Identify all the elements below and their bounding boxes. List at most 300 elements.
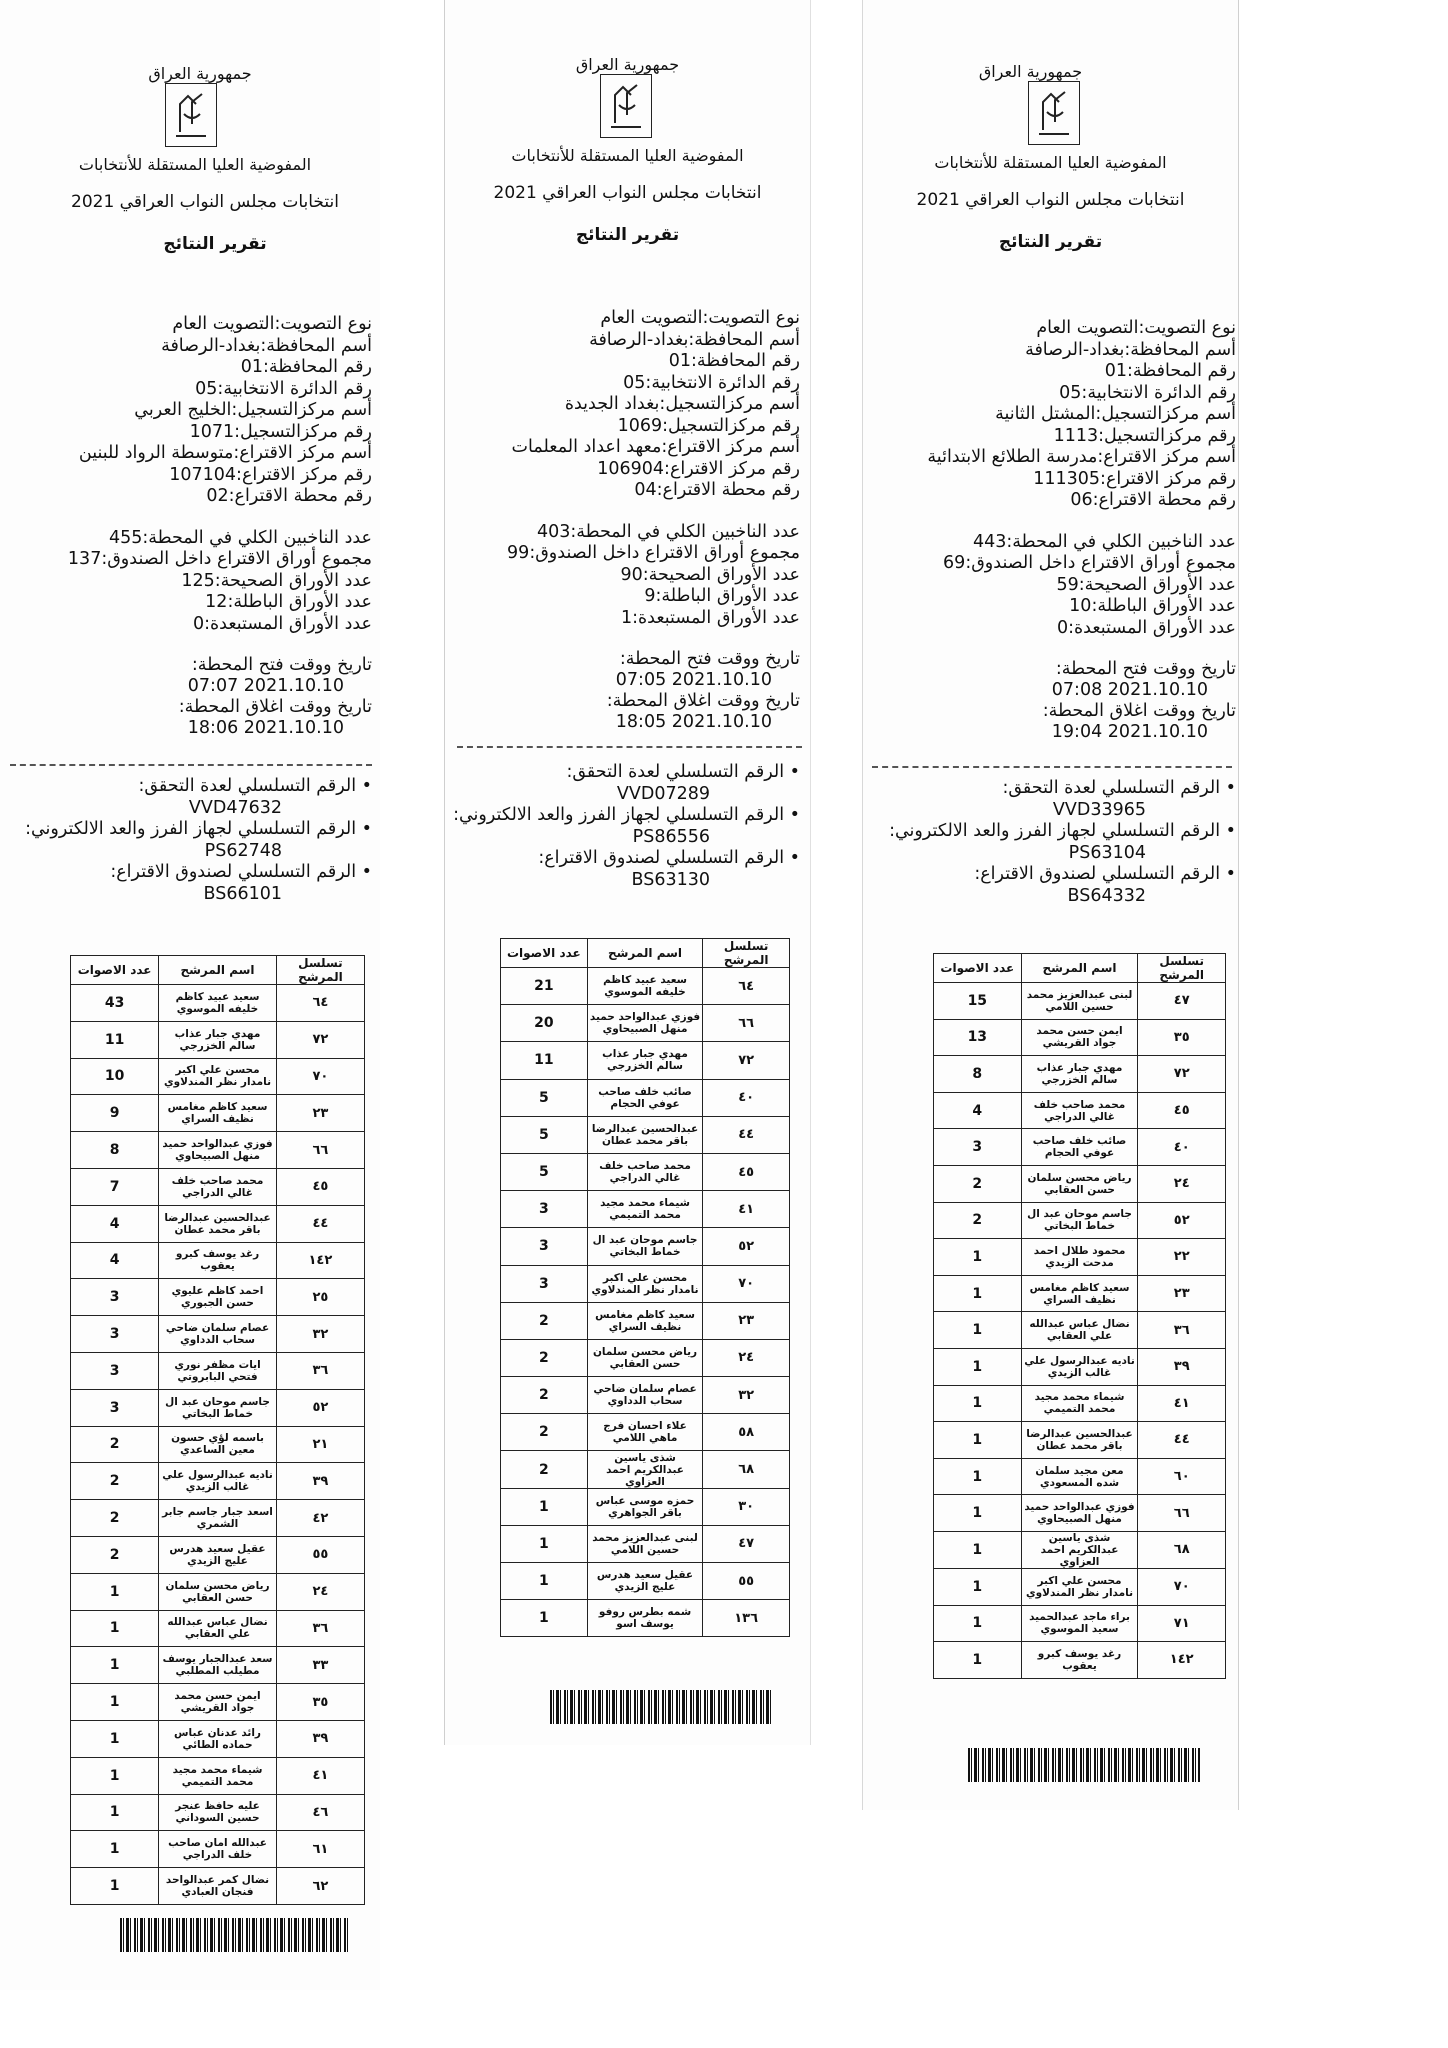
candidate-row bbox=[71, 1831, 365, 1868]
candidate-seq: ٤٤ bbox=[703, 1116, 790, 1153]
open-time-value: 2021.10.10 07:05 bbox=[615, 670, 772, 690]
verif-label: • الرقم التسلسلي لعدة التحقق: bbox=[1002, 778, 1236, 798]
candidate-row bbox=[71, 1095, 365, 1132]
candidate-seq: ٢٣ bbox=[276, 1095, 364, 1132]
count-line: مجموع أوراق الاقتراع داخل الصندوق:137 bbox=[67, 549, 372, 569]
candidate-seq: ٣٦ bbox=[276, 1610, 364, 1647]
col-votes-header: عدد الاصوات bbox=[501, 939, 588, 968]
candidate-votes: 4 bbox=[71, 1205, 159, 1242]
candidate-seq: ٣٩ bbox=[276, 1720, 364, 1757]
candidate-seq: ٣٦ bbox=[276, 1352, 364, 1389]
candidate-seq: ٢٤ bbox=[276, 1573, 364, 1610]
candidate-name: صائب خلف صاحب عوفي الحجام bbox=[587, 1079, 703, 1116]
candidate-votes: 3 bbox=[501, 1265, 588, 1302]
candidate-row bbox=[71, 1463, 365, 1500]
close-time-label: تاريخ ووقت اغلاق المحطة: bbox=[1042, 701, 1236, 721]
candidate-seq: ٢٤ bbox=[1138, 1165, 1226, 1202]
candidate-name: مهدي جبار عذاب سالم الخزرجي bbox=[1021, 1056, 1138, 1093]
candidate-name: عصام سلمان ضاحي سحاب الدداوي bbox=[587, 1377, 703, 1414]
info-line: رقم مركزالتسجيل:1069 bbox=[617, 415, 800, 436]
ballot-counts bbox=[445, 522, 800, 630]
candidate-votes: 2 bbox=[71, 1426, 159, 1463]
candidate-votes: 1 bbox=[934, 1495, 1022, 1532]
candidate-seq: ٢٢ bbox=[1138, 1239, 1226, 1276]
candidate-votes: 1 bbox=[71, 1868, 159, 1905]
candidate-name: ناديه عبدالرسول علي غالب الزيدي bbox=[159, 1463, 277, 1500]
box-value: BS66101 bbox=[203, 883, 282, 904]
candidate-votes: 1 bbox=[71, 1684, 159, 1721]
info-line: أسم مركز الاقتراع:متوسطة الرواد للبنين bbox=[78, 443, 372, 463]
candidate-row bbox=[71, 985, 365, 1022]
candidate-seq: ٦٠ bbox=[1138, 1458, 1226, 1495]
barcode bbox=[120, 1918, 350, 1952]
results-table bbox=[500, 938, 790, 1637]
candidate-name: لبنى عبدالعزيز محمد حسين اللامي bbox=[1021, 983, 1138, 1020]
candidate-row bbox=[71, 1132, 365, 1169]
candidate-name: شيماء محمد مجيد محمد التميمي bbox=[587, 1191, 703, 1228]
candidate-name: شذى ياسين عبدالكريم احمد العزاوي bbox=[1021, 1531, 1138, 1568]
candidate-row bbox=[934, 1495, 1226, 1532]
info-line: أسم مركز الاقتراع:معهد اعداد المعلمات bbox=[511, 437, 800, 457]
candidate-row bbox=[934, 1422, 1226, 1459]
candidate-votes: 20 bbox=[501, 1005, 588, 1042]
candidate-seq: ٤٤ bbox=[276, 1205, 364, 1242]
info-line: نوع التصويت:التصويت العام bbox=[1036, 318, 1236, 338]
candidate-votes: 1 bbox=[934, 1312, 1022, 1349]
candidate-seq: ٤٠ bbox=[1138, 1129, 1226, 1166]
ballot-counts bbox=[864, 532, 1236, 640]
candidate-row bbox=[71, 1389, 365, 1426]
candidate-row bbox=[934, 1239, 1226, 1276]
info-line: رقم المحافظة:01 bbox=[668, 351, 800, 371]
candidate-votes: 2 bbox=[71, 1536, 159, 1573]
close-time-value: 2021.10.10 18:06 bbox=[187, 718, 344, 738]
candidate-seq: ٢٣ bbox=[1138, 1275, 1226, 1312]
candidate-votes: 1 bbox=[934, 1531, 1022, 1568]
candidate-votes: 11 bbox=[71, 1021, 159, 1058]
candidate-row bbox=[71, 1279, 365, 1316]
receipt-3 bbox=[862, 0, 1239, 1810]
info-line: رقم مركز الاقتراع:107104 bbox=[169, 464, 372, 485]
candidate-seq: ٤٦ bbox=[276, 1794, 364, 1831]
candidate-row bbox=[501, 1339, 790, 1376]
candidate-seq: ٤١ bbox=[276, 1757, 364, 1794]
info-line: أسم مركزالتسجيل:المشتل الثانية bbox=[995, 404, 1236, 424]
close-time-label: تاريخ ووقت اغلاق المحطة: bbox=[178, 697, 372, 717]
commission-name: المفوضية العليا المستقلة للأنتخابات bbox=[934, 153, 1167, 172]
candidate-votes: 3 bbox=[71, 1279, 159, 1316]
info-line: أسم مركزالتسجيل:الخليج العربي bbox=[134, 400, 372, 420]
candidate-votes: 3 bbox=[501, 1191, 588, 1228]
candidate-name: جاسم موحان عبد ال خماط البخاتي bbox=[159, 1389, 277, 1426]
candidate-row bbox=[501, 1191, 790, 1228]
candidate-name: عقيل سعيد هدرس عليج الزيدي bbox=[159, 1536, 277, 1573]
open-time-label: تاريخ ووقت فتح المحطة: bbox=[1055, 659, 1236, 679]
info-line: رقم المحافظة:01 bbox=[240, 357, 372, 377]
count-line: عدد الأوراق المستبعدة:0 bbox=[192, 613, 372, 634]
candidate-seq: ٦٢ bbox=[276, 1868, 364, 1905]
candidate-name: مهدي جبار عذاب سالم الخزرجي bbox=[587, 1042, 703, 1079]
report-title: تقرير النتائج bbox=[163, 234, 267, 254]
candidate-name: نضال عباس عبدالله علي العقابي bbox=[1021, 1312, 1138, 1349]
candidate-votes: 10 bbox=[71, 1058, 159, 1095]
candidate-name: نضال كمر عبدالواحد فنجان العبادي bbox=[159, 1868, 277, 1905]
candidate-name: فوزي عبدالواحد حميد منهل الصبيحاوي bbox=[587, 1005, 703, 1042]
candidate-seq: ٤٧ bbox=[703, 1525, 790, 1562]
candidate-row bbox=[71, 1720, 365, 1757]
info-line: نوع التصويت:التصويت العام bbox=[172, 314, 372, 334]
candidate-votes: 5 bbox=[501, 1079, 588, 1116]
candidate-row bbox=[71, 1573, 365, 1610]
candidate-votes: 43 bbox=[71, 985, 159, 1022]
candidate-name: ايمن حسن محمد جواد القريشي bbox=[1021, 1019, 1138, 1056]
candidate-name: لبنى عبدالعزيز محمد حسين اللامي bbox=[587, 1525, 703, 1562]
candidate-seq: ٦٦ bbox=[703, 1005, 790, 1042]
candidate-row bbox=[934, 1642, 1226, 1679]
candidate-votes: 1 bbox=[71, 1647, 159, 1684]
candidate-row bbox=[71, 1316, 365, 1353]
info-line: رقم الدائرة الانتخابية:05 bbox=[623, 372, 800, 393]
candidate-row bbox=[934, 1019, 1226, 1056]
serial-numbers bbox=[864, 778, 1236, 907]
box-value: BS64332 bbox=[1067, 885, 1146, 906]
candidate-votes: 1 bbox=[501, 1563, 588, 1600]
candidate-seq: ٥٢ bbox=[1138, 1202, 1226, 1239]
candidate-name: فوزي عبدالواحد حميد منهل الصبيحاوي bbox=[1021, 1495, 1138, 1532]
results-header-row bbox=[71, 956, 365, 985]
candidate-row bbox=[71, 1058, 365, 1095]
candidate-seq: ٢١ bbox=[276, 1426, 364, 1463]
candidate-votes: 1 bbox=[934, 1348, 1022, 1385]
candidate-row bbox=[501, 1488, 790, 1525]
candidate-seq: ٣٠ bbox=[703, 1488, 790, 1525]
info-line: أسم مركز الاقتراع:مدرسة الطلائع الابتدائية bbox=[927, 447, 1236, 467]
results-table bbox=[933, 953, 1226, 1679]
candidate-seq: ٣٥ bbox=[276, 1684, 364, 1721]
candidate-votes: 2 bbox=[501, 1451, 588, 1488]
info-line: أسم المحافظة:بغداد-الرصافة bbox=[1025, 339, 1236, 360]
candidate-seq: ٧٠ bbox=[703, 1265, 790, 1302]
candidate-row bbox=[501, 1042, 790, 1079]
candidate-seq: ٤٥ bbox=[1138, 1092, 1226, 1129]
candidate-name: مهدي جبار عذاب سالم الخزرجي bbox=[159, 1021, 277, 1058]
candidate-seq: ٣٩ bbox=[1138, 1348, 1226, 1385]
candidate-name: نضال عباس عبدالله علي العقابي bbox=[159, 1610, 277, 1647]
candidate-row bbox=[71, 1352, 365, 1389]
candidate-seq: ٢٤ bbox=[703, 1339, 790, 1376]
candidate-votes: 1 bbox=[501, 1600, 588, 1637]
candidate-seq: ٤١ bbox=[1138, 1385, 1226, 1422]
candidate-seq: ٤٠ bbox=[703, 1079, 790, 1116]
candidate-row bbox=[934, 1531, 1226, 1568]
info-line: رقم المحافظة:01 bbox=[1104, 361, 1236, 381]
candidate-votes: 1 bbox=[71, 1794, 159, 1831]
col-seq-header: تسلسل المرشح bbox=[1138, 954, 1226, 983]
candidate-votes: 1 bbox=[934, 1239, 1022, 1276]
candidate-name: شيماء محمد مجيد محمد التميمي bbox=[1021, 1385, 1138, 1422]
candidate-name: محسن علي اكبر نامدار نظر المندلاوي bbox=[159, 1058, 277, 1095]
candidate-seq: ٤٢ bbox=[276, 1500, 364, 1537]
candidate-votes: 3 bbox=[71, 1352, 159, 1389]
candidate-seq: ٧٢ bbox=[1138, 1056, 1226, 1093]
candidate-name: رياض محسن سلمان حسن العقابي bbox=[1021, 1165, 1138, 1202]
candidate-name: احمد كاظم عليوي حسن الجبوري bbox=[159, 1279, 277, 1316]
count-line: عدد الناخبين الكلي في المحطة:455 bbox=[108, 527, 372, 548]
candidate-name: براء ماجد عبدالحميد سعيد الموسوي bbox=[1021, 1605, 1138, 1642]
election-title: انتخابات مجلس النواب العراقي 2021 bbox=[493, 183, 762, 203]
candidate-votes: 2 bbox=[934, 1202, 1022, 1239]
candidate-row bbox=[501, 1116, 790, 1153]
station-info bbox=[445, 308, 800, 502]
candidate-row bbox=[934, 1202, 1226, 1239]
candidate-row bbox=[934, 1129, 1226, 1166]
candidate-row bbox=[501, 1525, 790, 1562]
candidate-seq: ٥٨ bbox=[703, 1414, 790, 1451]
candidate-row bbox=[71, 1757, 365, 1794]
candidate-votes: 1 bbox=[71, 1831, 159, 1868]
candidate-votes: 1 bbox=[934, 1275, 1022, 1312]
election-title: انتخابات مجلس النواب العراقي 2021 bbox=[916, 190, 1185, 210]
candidate-name: ايمن حسن محمد جواد القريشي bbox=[159, 1684, 277, 1721]
candidate-seq: ٣٥ bbox=[1138, 1019, 1226, 1056]
info-line: رقم الدائرة الانتخابية:05 bbox=[195, 378, 372, 399]
candidate-row bbox=[501, 1005, 790, 1042]
candidate-row bbox=[71, 1684, 365, 1721]
info-line: رقم مركز الاقتراع:111305 bbox=[1033, 468, 1236, 489]
candidate-row bbox=[71, 1536, 365, 1573]
info-line: أسم المحافظة:بغداد-الرصافة bbox=[589, 329, 800, 350]
candidate-row bbox=[934, 1092, 1226, 1129]
candidate-seq: ٦١ bbox=[276, 1831, 364, 1868]
candidate-votes: 2 bbox=[501, 1302, 588, 1339]
republic-title: جمهورية العراق bbox=[575, 55, 680, 74]
candidate-votes: 1 bbox=[934, 1568, 1022, 1605]
candidate-votes: 5 bbox=[501, 1116, 588, 1153]
pcos-value: PS62748 bbox=[204, 840, 282, 861]
candidate-votes: 2 bbox=[71, 1463, 159, 1500]
candidate-seq: ٦٨ bbox=[703, 1451, 790, 1488]
candidate-votes: 15 bbox=[934, 983, 1022, 1020]
candidate-seq: ٧٢ bbox=[703, 1042, 790, 1079]
candidate-seq: ٣٩ bbox=[276, 1463, 364, 1500]
candidate-name: رياض محسن سلمان حسن العقابي bbox=[159, 1573, 277, 1610]
candidate-name: عبدالحسين عبدالرضا باقر محمد عطان bbox=[159, 1205, 277, 1242]
count-line: عدد الأوراق الصحيحة:125 bbox=[181, 570, 372, 591]
candidate-votes: 1 bbox=[501, 1488, 588, 1525]
info-line: رقم محطة الاقتراع:06 bbox=[1070, 490, 1236, 510]
ballot-counts bbox=[2, 528, 372, 636]
col-votes-header: عدد الاصوات bbox=[934, 954, 1022, 983]
col-seq-header: تسلسل المرشح bbox=[703, 939, 790, 968]
candidate-name: ناديه عبدالرسول علي غالب الزيدي bbox=[1021, 1348, 1138, 1385]
candidate-name: معن مجيد سلمان شده المسعودي bbox=[1021, 1458, 1138, 1495]
candidate-votes: 9 bbox=[71, 1095, 159, 1132]
candidate-name: ايات مظفر نوري فتحي البابروتي bbox=[159, 1352, 277, 1389]
candidate-votes: 2 bbox=[934, 1165, 1022, 1202]
candidate-seq: ٧٠ bbox=[276, 1058, 364, 1095]
count-line: عدد الناخبين الكلي في المحطة:403 bbox=[536, 521, 800, 542]
candidate-name: شذى ياسين عبدالكريم احمد العزاوي bbox=[587, 1451, 703, 1488]
count-line: مجموع أوراق الاقتراع داخل الصندوق:69 bbox=[943, 553, 1236, 573]
candidate-row bbox=[71, 1794, 365, 1831]
candidate-seq: ١٤٢ bbox=[1138, 1642, 1226, 1679]
report-title: تقرير النتائج bbox=[575, 225, 680, 245]
candidate-seq: ٢٥ bbox=[276, 1279, 364, 1316]
receipt-1 bbox=[0, 0, 380, 1990]
candidate-row bbox=[501, 1414, 790, 1451]
info-line: أسم المحافظة:بغداد-الرصافة bbox=[161, 335, 372, 356]
station-times bbox=[2, 655, 372, 739]
commission-name: المفوضية العليا المستقلة للأنتخابات bbox=[78, 155, 312, 174]
candidate-name: صائب خلف صاحب عوفي الحجام bbox=[1021, 1129, 1138, 1166]
open-time-label: تاريخ ووقت فتح المحطة: bbox=[191, 655, 372, 675]
candidate-votes: 2 bbox=[501, 1339, 588, 1376]
count-line: مجموع أوراق الاقتراع داخل الصندوق:99 bbox=[507, 543, 800, 563]
box-label: • الرقم التسلسلي لصندوق الاقتراع: bbox=[538, 848, 800, 868]
station-times bbox=[445, 649, 800, 733]
results-header-row bbox=[934, 954, 1226, 983]
candidate-row bbox=[71, 1500, 365, 1537]
candidate-row bbox=[934, 1568, 1226, 1605]
count-line: عدد الأوراق الباطلة:10 bbox=[1069, 596, 1236, 616]
pcos-label: • الرقم التسلسلي لجهاز الفرز والعد الالكتروني: bbox=[889, 821, 1236, 841]
candidate-row bbox=[71, 1021, 365, 1058]
pcos-label: • الرقم التسلسلي لجهاز الفرز والعد الالكتروني: bbox=[25, 819, 372, 839]
candidate-row bbox=[501, 968, 790, 1005]
receipt-2 bbox=[444, 0, 811, 1745]
candidate-votes: 8 bbox=[71, 1132, 159, 1169]
verif-label: • الرقم التسلسلي لعدة التحقق: bbox=[566, 762, 800, 782]
open-time-value: 2021.10.10 07:08 bbox=[1051, 680, 1208, 700]
info-line: رقم مركزالتسجيل:1113 bbox=[1053, 425, 1236, 446]
info-line: رقم محطة الاقتراع:02 bbox=[206, 486, 372, 506]
col-seq-header: تسلسل المرشح bbox=[276, 956, 364, 985]
serial-numbers bbox=[0, 776, 372, 905]
candidate-votes: 1 bbox=[71, 1573, 159, 1610]
candidate-row bbox=[934, 983, 1226, 1020]
report-title: تقرير النتائج bbox=[998, 232, 1103, 252]
count-line: عدد الأوراق المستبعدة:0 bbox=[1056, 617, 1236, 638]
candidate-votes: 1 bbox=[71, 1757, 159, 1794]
info-line: رقم محطة الاقتراع:04 bbox=[634, 480, 800, 500]
info-line: رقم الدائرة الانتخابية:05 bbox=[1059, 382, 1236, 403]
candidate-name: سعيد عبيد كاظم خليفه الموسوي bbox=[587, 968, 703, 1005]
candidate-seq: ٧١ bbox=[1138, 1605, 1226, 1642]
candidate-votes: 1 bbox=[71, 1720, 159, 1757]
candidate-name: علاء احسان فرج ماهي اللامي bbox=[587, 1414, 703, 1451]
candidate-name: سعيد عبيد كاظم خليفه الموسوي bbox=[159, 985, 277, 1022]
candidate-row bbox=[501, 1302, 790, 1339]
barcode bbox=[550, 1690, 772, 1724]
candidate-name: محمود طلال احمد مدحت الزيدي bbox=[1021, 1239, 1138, 1276]
candidate-row bbox=[501, 1377, 790, 1414]
pcos-label: • الرقم التسلسلي لجهاز الفرز والعد الالكتروني: bbox=[453, 805, 800, 825]
candidate-votes: 2 bbox=[501, 1414, 588, 1451]
candidate-seq: ١٤٢ bbox=[276, 1242, 364, 1279]
candidate-votes: 2 bbox=[501, 1377, 588, 1414]
candidate-votes: 1 bbox=[934, 1458, 1022, 1495]
candidate-seq: ٤١ bbox=[703, 1191, 790, 1228]
count-line: عدد الأوراق الباطلة:9 bbox=[644, 586, 800, 606]
candidate-row bbox=[934, 1056, 1226, 1093]
commission-logo-icon bbox=[1028, 81, 1080, 145]
candidate-votes: 5 bbox=[501, 1153, 588, 1190]
candidate-seq: ٤٥ bbox=[703, 1153, 790, 1190]
candidate-row bbox=[934, 1385, 1226, 1422]
candidate-row bbox=[934, 1165, 1226, 1202]
candidate-votes: 4 bbox=[71, 1242, 159, 1279]
candidate-seq: ٦٦ bbox=[276, 1132, 364, 1169]
count-line: عدد الأوراق المستبعدة:1 bbox=[620, 607, 800, 628]
box-label: • الرقم التسلسلي لصندوق الاقتراع: bbox=[110, 862, 372, 882]
col-name-header: اسم المرشح bbox=[587, 939, 703, 968]
dashed-divider bbox=[872, 766, 1232, 768]
verif-value: VVD07289 bbox=[616, 783, 710, 804]
commission-logo-icon bbox=[165, 83, 217, 147]
station-times bbox=[864, 659, 1236, 743]
count-line: عدد الأوراق الصحيحة:90 bbox=[620, 564, 800, 585]
candidate-name: محمد صاحب خلف غالي الدراجي bbox=[159, 1168, 277, 1205]
candidate-name: رغد يوسف كبرو يعقوب bbox=[1021, 1642, 1138, 1679]
candidate-name: عصام سلمان ضاحي سحاب الدداوي bbox=[159, 1316, 277, 1353]
info-line: نوع التصويت:التصويت العام bbox=[600, 308, 800, 328]
count-line: عدد الناخبين الكلي في المحطة:443 bbox=[972, 531, 1236, 552]
candidate-name: سعد عبدالجبار يوسف مطيلب المطلبي bbox=[159, 1647, 277, 1684]
candidate-seq: ٦٦ bbox=[1138, 1495, 1226, 1532]
col-name-header: اسم المرشح bbox=[159, 956, 277, 985]
candidate-name: رغد يوسف كبرو يعقوب bbox=[159, 1242, 277, 1279]
candidate-row bbox=[71, 1205, 365, 1242]
count-line: عدد الأوراق الصحيحة:59 bbox=[1056, 574, 1236, 595]
pcos-value: PS63104 bbox=[1068, 842, 1146, 863]
candidate-seq: ٥٥ bbox=[703, 1563, 790, 1600]
candidate-row bbox=[934, 1458, 1226, 1495]
candidate-seq: ٥٥ bbox=[276, 1536, 364, 1573]
close-time-label: تاريخ ووقت اغلاق المحطة: bbox=[606, 691, 800, 711]
candidate-seq: ٧٠ bbox=[1138, 1568, 1226, 1605]
candidate-name: حمزه موسى عباس باقر الجواهري bbox=[587, 1488, 703, 1525]
candidate-name: محمد صاحب خلف غالي الدراجي bbox=[587, 1153, 703, 1190]
candidate-votes: 1 bbox=[934, 1605, 1022, 1642]
candidate-votes: 13 bbox=[934, 1019, 1022, 1056]
candidate-seq: ٤٥ bbox=[276, 1168, 364, 1205]
candidate-row bbox=[71, 1242, 365, 1279]
candidate-name: عبدالحسين عبدالرضا باقر محمد عطان bbox=[1021, 1422, 1138, 1459]
candidate-row bbox=[501, 1600, 790, 1637]
candidate-seq: ٥٢ bbox=[276, 1389, 364, 1426]
candidate-seq: ٣٦ bbox=[1138, 1312, 1226, 1349]
candidate-row bbox=[71, 1647, 365, 1684]
close-time-value: 2021.10.10 18:05 bbox=[615, 712, 772, 732]
candidate-name: عبدالله امان صاحب خلف الدراجي bbox=[159, 1831, 277, 1868]
candidate-name: عقيل سعيد هدرس عليج الزيدي bbox=[587, 1563, 703, 1600]
candidate-row bbox=[501, 1153, 790, 1190]
candidate-row bbox=[934, 1348, 1226, 1385]
commission-name: المفوضية العليا المستقلة للأنتخابات bbox=[511, 146, 744, 165]
candidate-name: عليه حافظ عنجر حسين السوداني bbox=[159, 1794, 277, 1831]
candidate-votes: 1 bbox=[934, 1642, 1022, 1679]
candidate-seq: ٣٢ bbox=[276, 1316, 364, 1353]
col-votes-header: عدد الاصوات bbox=[71, 956, 159, 985]
candidate-seq: ١٣٦ bbox=[703, 1600, 790, 1637]
candidate-row bbox=[934, 1605, 1226, 1642]
col-name-header: اسم المرشح bbox=[1021, 954, 1138, 983]
republic-title: جمهورية العراق bbox=[148, 64, 252, 83]
candidate-name: جاسم موحان عبد ال خماط البخاتي bbox=[587, 1228, 703, 1265]
info-line: رقم مركز الاقتراع:106904 bbox=[597, 458, 800, 479]
candidate-row bbox=[501, 1563, 790, 1600]
candidate-name: رائد عدنان عباس حماده الطائي bbox=[159, 1720, 277, 1757]
